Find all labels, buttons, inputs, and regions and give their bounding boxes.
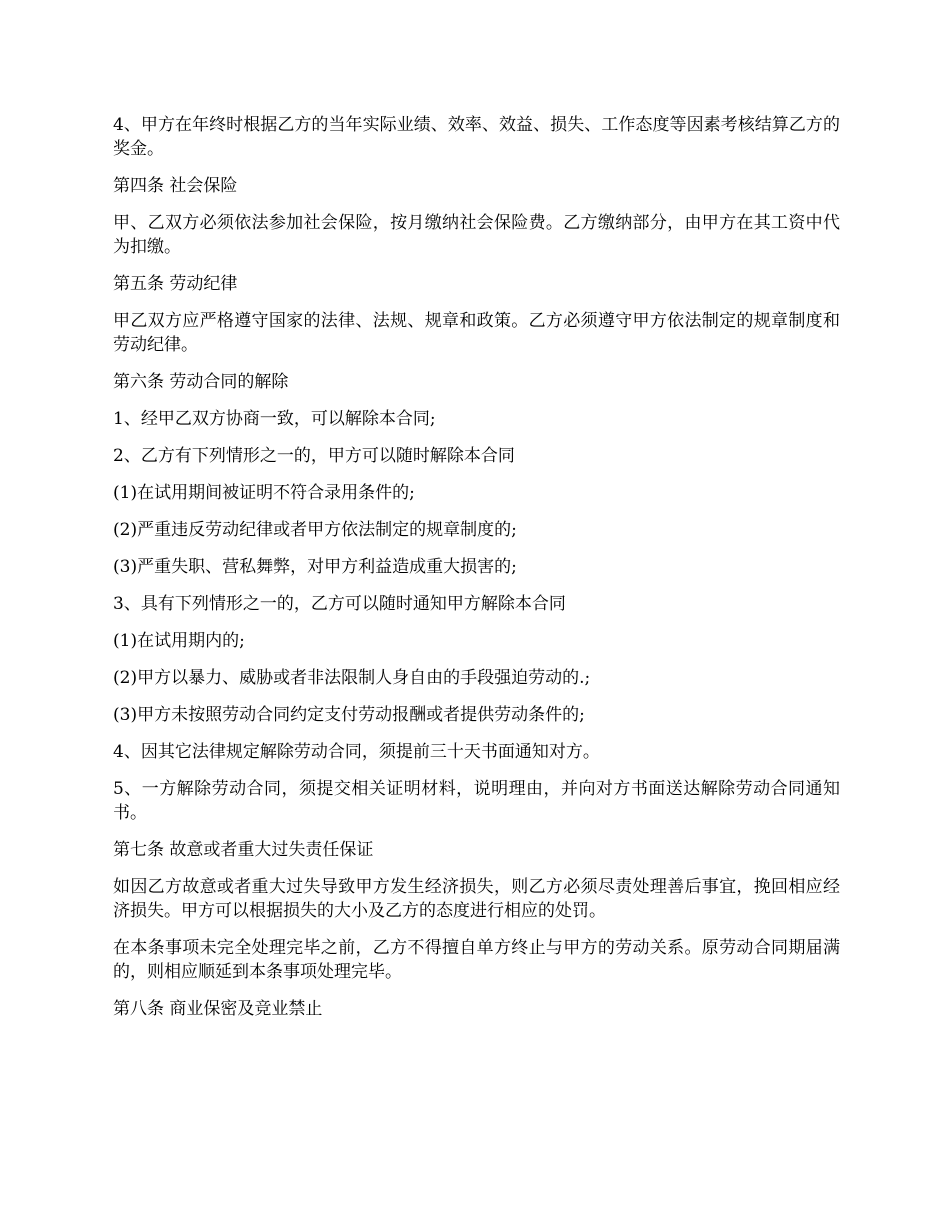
document-page bbox=[113, 113, 840, 1034]
section-heading: 第七条 故意或者重大过失责任保证 bbox=[113, 840, 374, 860]
section-heading: 第八条 商业保密及竞业禁止 bbox=[113, 999, 323, 1019]
list-item: 5、一方解除劳动合同，须提交相关证明材料，说明理由，并向对方书面送达解除劳动合同通知书。 bbox=[113, 779, 840, 823]
paragraph: 在本条事项未完全处理完毕之前，乙方不得擅自单方终止与甲方的劳动关系。原劳动合同期届满的，则相应顺延到本条事项处理完毕。 bbox=[113, 938, 840, 982]
section-heading: 第五条 劳动纪律 bbox=[113, 274, 238, 294]
list-item: (1)在试用期间被证明不符合录用条件的; bbox=[113, 483, 415, 503]
list-item: 3、具有下列情形之一的，乙方可以随时通知甲方解除本合同 bbox=[113, 594, 566, 614]
section-heading: 第四条 社会保险 bbox=[113, 176, 238, 196]
section-heading: 第六条 劳动合同的解除 bbox=[113, 372, 289, 392]
paragraph: 甲、乙双方必须依法参加社会保险，按月缴纳社会保险费。乙方缴纳部分，由甲方在其工资中代为扣缴。 bbox=[113, 213, 840, 257]
list-item: 4、因其它法律规定解除劳动合同，须提前三十天书面通知对方。 bbox=[113, 742, 600, 762]
paragraph: 如因乙方故意或者重大过失导致甲方发生经济损失，则乙方必须尽责处理善后事宜，挽回相应经济损失。甲方可以根据损失的大小及乙方的态度进行相应的处罚。 bbox=[113, 877, 840, 921]
list-item: (3)甲方未按照劳动合同约定支付劳动报酬或者提供劳动条件的; bbox=[113, 705, 585, 725]
list-item: 1、经甲乙双方协商一致，可以解除本合同; bbox=[113, 409, 436, 429]
list-item: (3)严重失职、营私舞弊，对甲方利益造成重大损害的; bbox=[113, 557, 517, 577]
list-item: (2)严重违反劳动纪律或者甲方依法制定的规章制度的; bbox=[113, 520, 517, 540]
paragraph: 4、甲方在年终时根据乙方的当年实际业绩、效率、效益、损失、工作态度等因素考核结算乙方的奖金。 bbox=[113, 115, 840, 159]
list-item: (1)在试用期内的; bbox=[113, 631, 245, 651]
paragraph: 甲乙双方应严格遵守国家的法律、法规、规章和政策。乙方必须遵守甲方依法制定的规章制度和劳动纪律。 bbox=[113, 311, 840, 355]
list-item: 2、乙方有下列情形之一的，甲方可以随时解除本合同 bbox=[113, 446, 515, 466]
list-item: (2)甲方以暴力、威胁或者非法限制人身自由的手段强迫劳动的.; bbox=[113, 668, 591, 688]
